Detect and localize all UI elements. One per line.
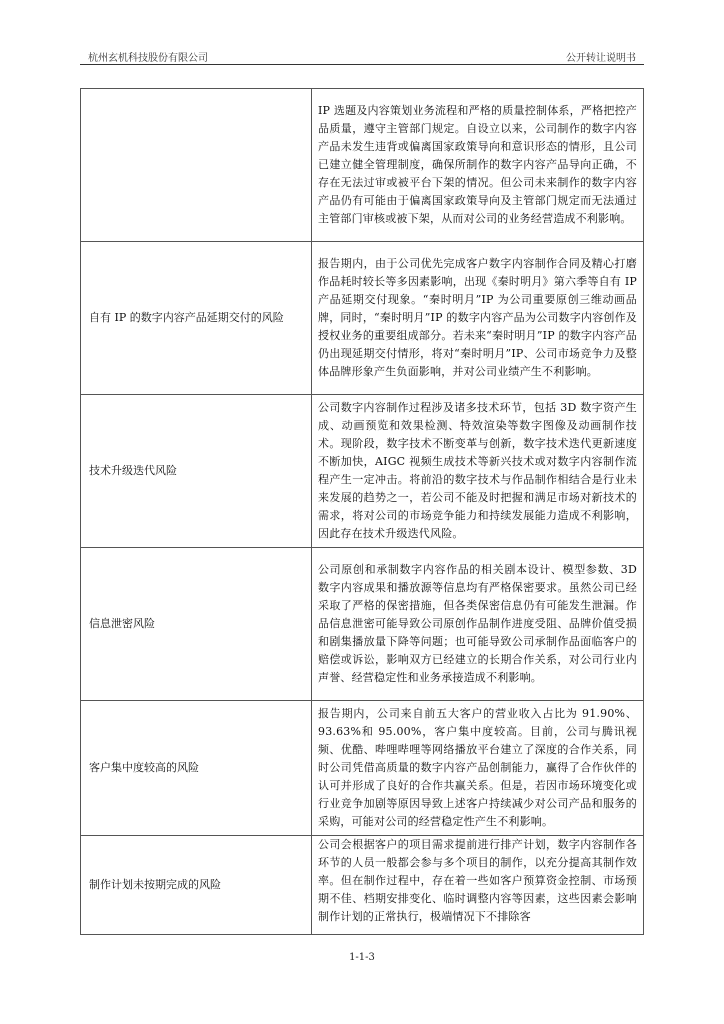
risk-description: 公司数字内容制作过程涉及诸多技术环节，包括 3D 数字资产生成、动画预览和效果检测、特效渲染等数字图像及动画制作技术。现阶段，数字技术不断变革与创新，数字技术迭代更新速度不断加快，AIGC 视频生成技术等新兴技术或对数字内容制作流程产生一定冲击。将前沿的数字技术与作品制作相结合是行业未来发展的趋势之一，若公司不能及时把握和满足市场对新技术的需求，将对公司的市场竞争能力和持续发展能力造成不利影响，因此存在技术升级迭代风险。	[312, 395, 644, 548]
risk-table	[80, 88, 644, 935]
risk-description: IP 选题及内容策划业务流程和严格的质量控制体系，严格把控产品质量，遵守主管部门规定。自设立以来，公司制作的数字内容产品未发生违背或偏离国家政策导向和意识形态的情形，且公司已建立健全管理制度，确保所制作的数字内容产品导向正确，不存在无法过审或被平台下架的情况。但公司未来制作的数字内容产品仍有可能由于偏离国家政策导向及主管部门规定而无法通过主管部门审核或被下架，从而对公司的业务经营造成不利影响。	[312, 89, 644, 242]
table-row	[81, 395, 644, 548]
page-number: 1-1-3	[349, 952, 375, 963]
company-name: 杭州玄机科技股份有限公司	[88, 53, 208, 64]
table-row	[81, 89, 644, 242]
risk-name: 技术升级迭代风险	[81, 395, 312, 548]
risk-description: 公司原创和承制数字内容作品的相关剧本设计、模型参数、3D 数字内容成果和播放源等信息均有严格保密要求。虽然公司已经采取了严格的保密措施，但各类保密信息仍有可能发生泄漏。作品信息泄密可能导致公司原创作品制作进度受阻、品牌价值受损和剧集播放量下降等问题；也可能导致公司承制作品面临客户的赔偿或诉讼，影响双方已经建立的长期合作关系，对公司行业内声誉、经营稳定性和业务承接造成不利影响。	[312, 548, 644, 701]
document-type: 公开转让说明书	[566, 53, 636, 64]
table-row	[81, 701, 644, 836]
risk-description: 报告期内，由于公司优先完成客户数字内容制作合同及精心打磨作品耗时较长等多因素影响，出现《秦时明月》第六季等自有 IP 产品延期交付现象。“秦时明月”IP 为公司重要原创三维动画品牌，同时，“秦时明月”IP 的数字内容产品为公司数字内容创作及授权业务的重要组成部分。若未来“秦时明月”IP 的数字内容产品仍出现延期交付情形，将对“秦时明月”IP、公司市场竞争力及整体品牌形象产生负面影响，并对公司业绩产生不利影响。	[312, 242, 644, 395]
table-row	[81, 548, 644, 701]
page-header	[80, 48, 644, 65]
risk-name: 客户集中度较高的风险	[81, 701, 312, 836]
risk-name: 信息泄密风险	[81, 548, 312, 701]
table-row	[81, 242, 644, 395]
risk-name	[81, 89, 312, 242]
risk-description: 公司会根据客户的项目需求提前进行排产计划，数字内容制作各环节的人员一般都会参与多个项目的制作，以充分提高其制作效率。但在制作过程中，存在着一些如客户预算资金控制、市场预期不佳、档期安排变化、临时调整内容等因素，这些因素会影响制作计划的正常执行，极端情况下不排除客	[312, 836, 644, 935]
risk-name: 自有 IP 的数字内容产品延期交付的风险	[81, 242, 312, 395]
risk-description: 报告期内，公司来自前五大客户的营业收入占比为 91.90%、93.63%和 95.00%，客户集中度较高。目前，公司与腾讯视频、优酷、哔哩哔哩等网络播放平台建立了深度的合作关系，同时公司凭借高质量的数字内容产品创制能力，赢得了合作伙伴的认可并形成了良好的合作共赢关系。但是，若因市场环境变化或行业竞争加剧等原因导致上述客户持续减少对公司产品和服务的采购，可能对公司的经营稳定性产生不利影响。	[312, 701, 644, 836]
risk-name: 制作计划未按期完成的风险	[81, 836, 312, 935]
table-row	[81, 836, 644, 935]
